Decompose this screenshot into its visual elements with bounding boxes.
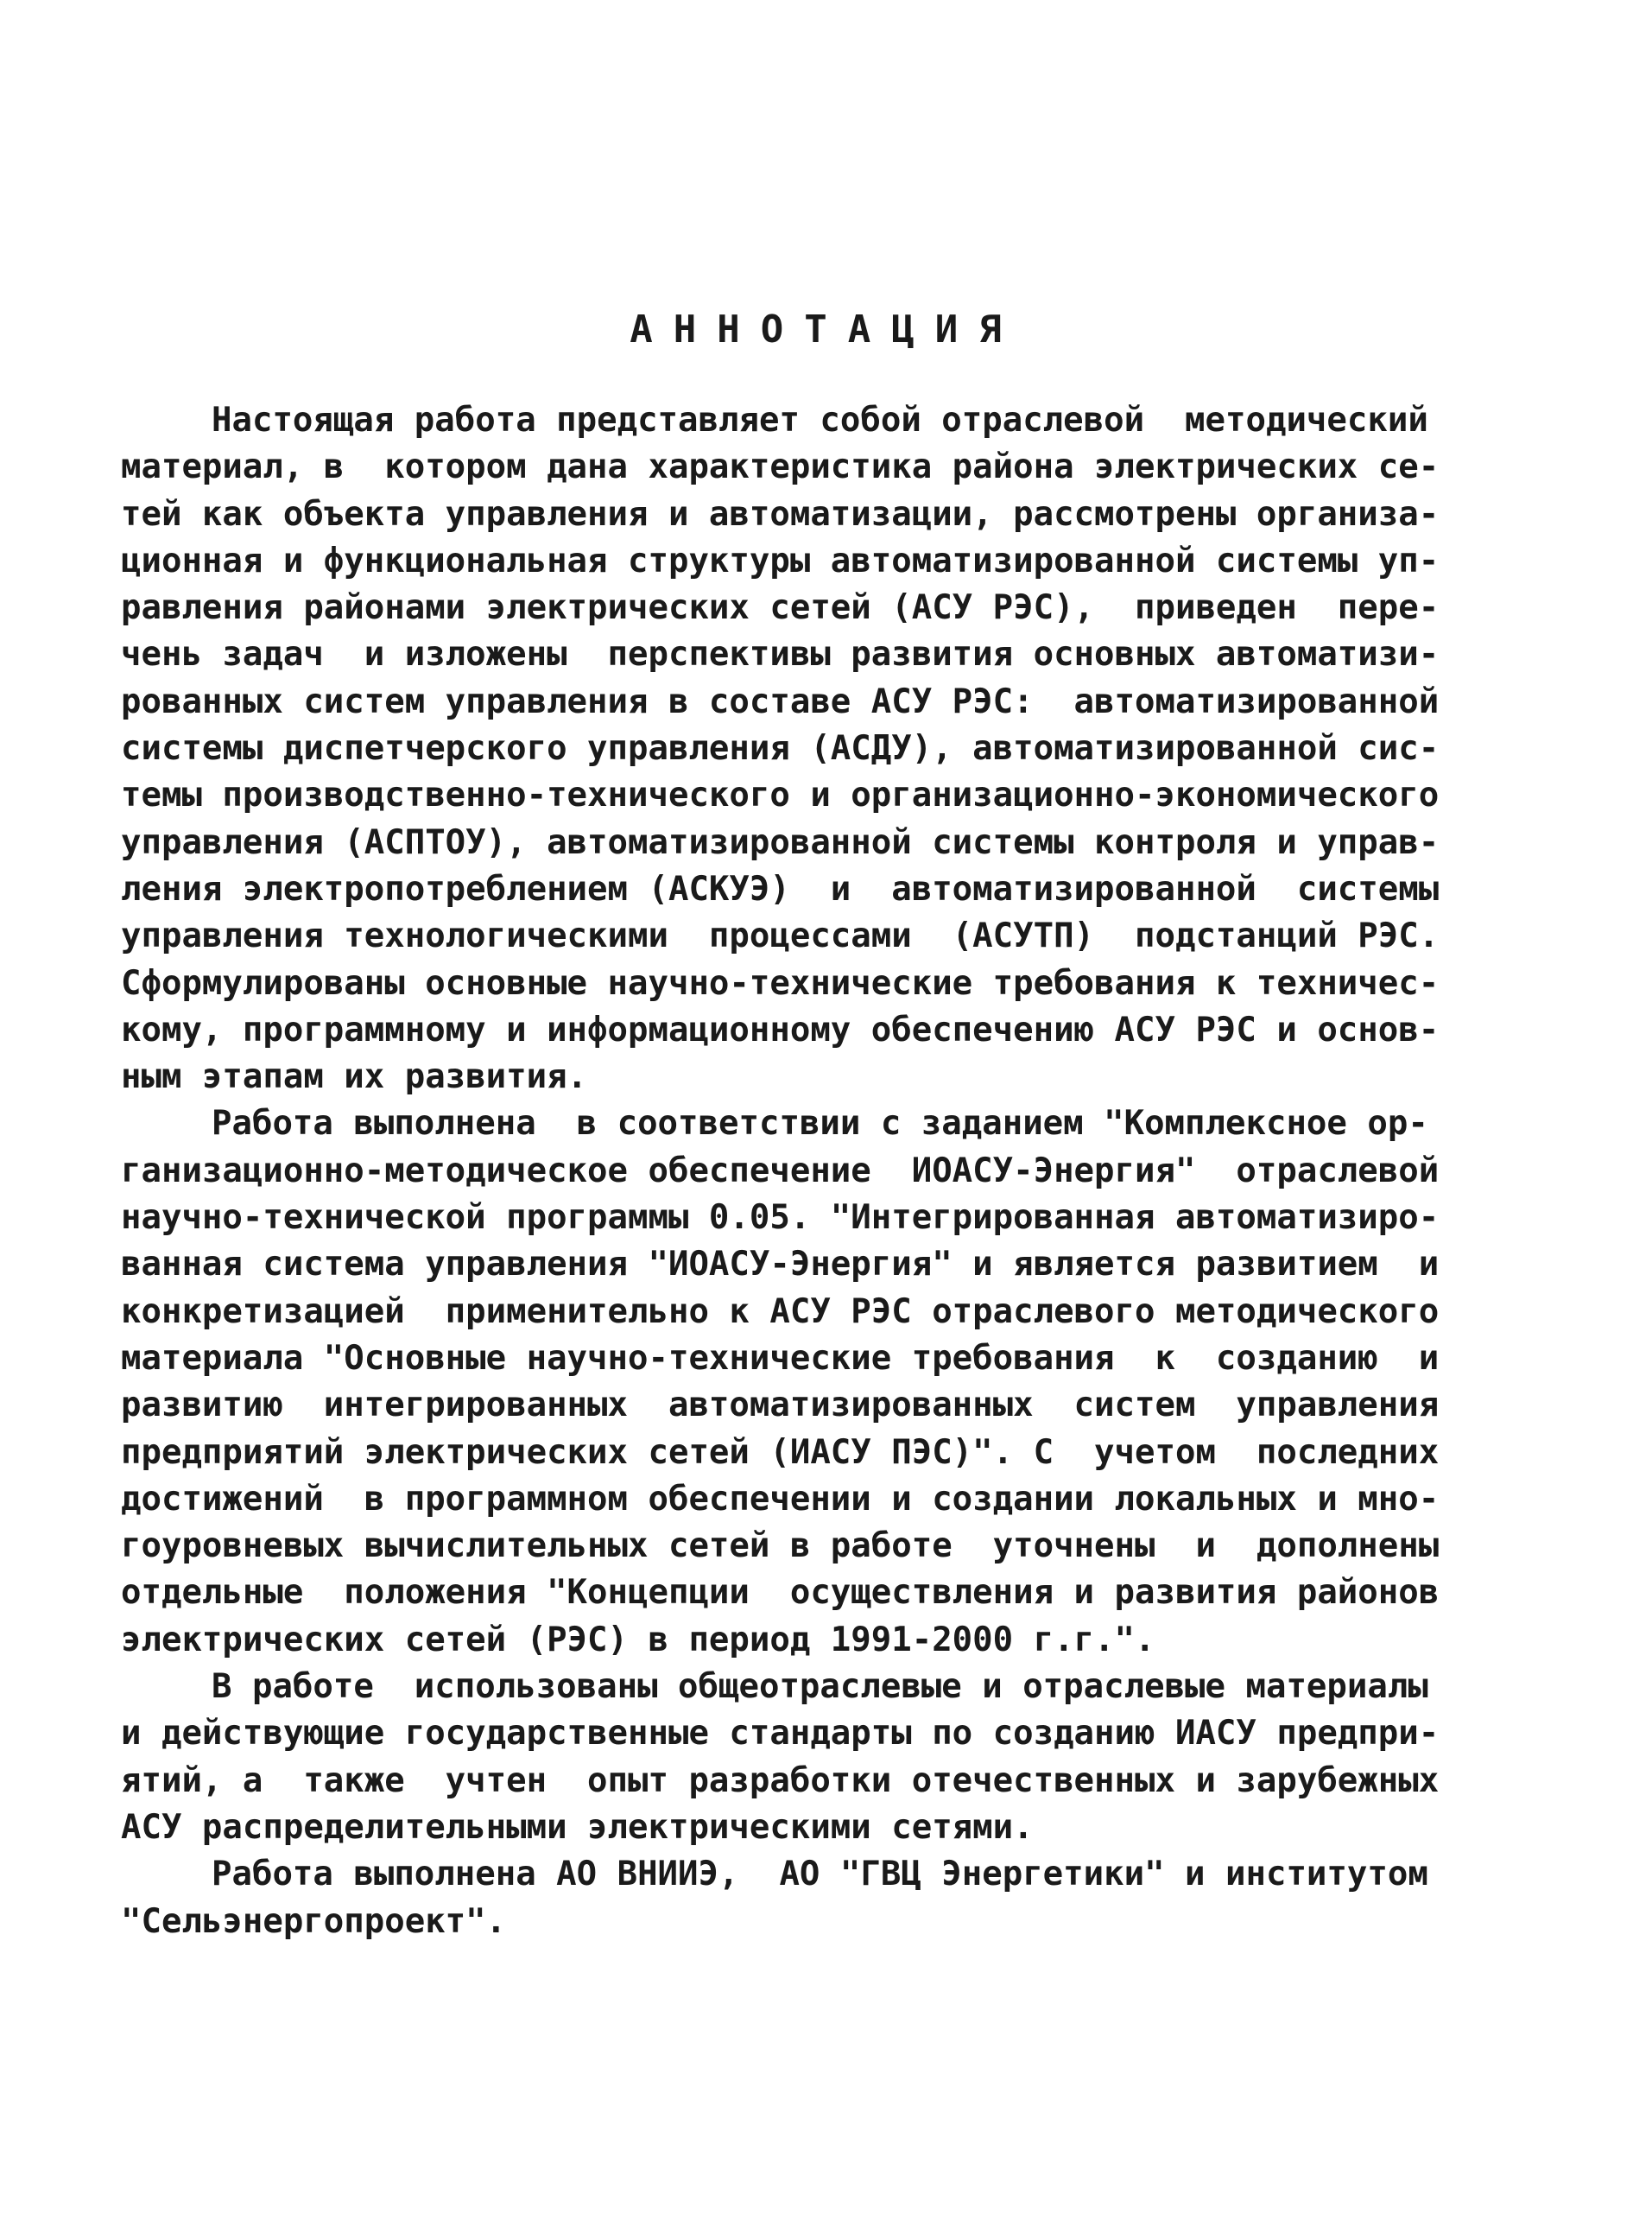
text-line: электрических сетей (РЭС) в период 1991-2000 г.г.". bbox=[121, 1620, 1155, 1659]
text-line: Настоящая работа представляет собой отраслевой методический bbox=[212, 401, 1428, 440]
text-line: научно-технической программы 0.05. "Интегрированная автоматизиро- bbox=[121, 1198, 1440, 1238]
text-line: управления технологическими процессами (АСУТП) подстанций РЭС. bbox=[121, 917, 1440, 956]
text-line: рованных систем управления в составе АСУ РЭС: автоматизированной bbox=[121, 682, 1440, 721]
text-line: ганизационно-методическое обеспечение ИОАСУ-Энергия" отраслевой bbox=[121, 1151, 1440, 1190]
text-line: развитию интегрированных автоматизированных систем управления bbox=[121, 1386, 1440, 1425]
text-line: ления электропотреблением (АСКУЭ) и автоматизированной системы bbox=[121, 869, 1440, 909]
text-line: ятий, а также учтен опыт разработки отечественных и зарубежных bbox=[121, 1760, 1440, 1800]
text-line: В работе использованы общеотраслевые и отраслевые материалы bbox=[212, 1667, 1428, 1707]
text-line: темы производственно-технического и организационно-экономического bbox=[121, 776, 1440, 815]
text-line: системы диспетчерского управления (АСДУ), автоматизированной сис- bbox=[121, 729, 1440, 769]
text-line: равления районами электрических сетей (АСУ РЭС), приведен пере- bbox=[121, 588, 1440, 628]
text-line: Работа выполнена в соответствии с заданием "Комплексное ор- bbox=[212, 1104, 1428, 1144]
text-line: достижений в программном обеспечении и создании локальных и мно- bbox=[121, 1479, 1440, 1519]
text-line: гоуровневых вычислительных сетей в работе уточнены и дополнены bbox=[121, 1526, 1440, 1566]
text-line: тей как объекта управления и автоматизации, рассмотрены организа- bbox=[121, 494, 1440, 534]
text-line: отдельные положения "Концепции осуществления и развития районов bbox=[121, 1573, 1440, 1613]
text-line: управления (АСПТОУ), автоматизированной системы контроля и управ- bbox=[121, 822, 1440, 862]
paragraph-4 bbox=[121, 1851, 1428, 1945]
paragraph-1 bbox=[121, 397, 1440, 1100]
text-line: и действующие государственные стандарты по созданию ИАСУ предпри- bbox=[121, 1714, 1440, 1754]
text-line: материал, в котором дана характеристика района электрических се- bbox=[121, 447, 1440, 487]
text-line: АСУ распределительными электрическими сетями. bbox=[121, 1807, 1034, 1847]
text-line: ванная система управления "ИОАСУ-Энергия" и является развитием и bbox=[121, 1245, 1440, 1284]
text-line: чень задач и изложены перспективы развития основных автоматизи- bbox=[121, 635, 1440, 675]
paragraph-3 bbox=[121, 1664, 1440, 1851]
text-line: Работа выполнена АО ВНИИЭ, АО "ГВЦ Энергетики" и институтом bbox=[212, 1855, 1428, 1894]
text-line: ционная и функциональная структуры автоматизированной системы уп- bbox=[121, 541, 1440, 580]
text-line: "Сельэнергопроект". bbox=[121, 1901, 507, 1941]
text-line: конкретизацией применительно к АСУ РЭС отраслевого методического bbox=[121, 1291, 1440, 1331]
page-title: АННОТАЦИЯ bbox=[630, 308, 1022, 352]
text-line: кому, программному и информационному обеспечению АСУ РЭС и основ- bbox=[121, 1010, 1440, 1050]
paragraph-2 bbox=[121, 1100, 1440, 1664]
text-line: материала "Основные научно-технические требования к созданию и bbox=[121, 1338, 1440, 1378]
annotation-body bbox=[121, 397, 1440, 1945]
text-line: Сформулированы основные научно-технические требования к техничес- bbox=[121, 963, 1440, 1003]
text-line: предприятий электрических сетей (ИАСУ ПЭС)". С учетом последних bbox=[121, 1432, 1440, 1472]
text-line: ным этапам их развития. bbox=[121, 1057, 588, 1097]
